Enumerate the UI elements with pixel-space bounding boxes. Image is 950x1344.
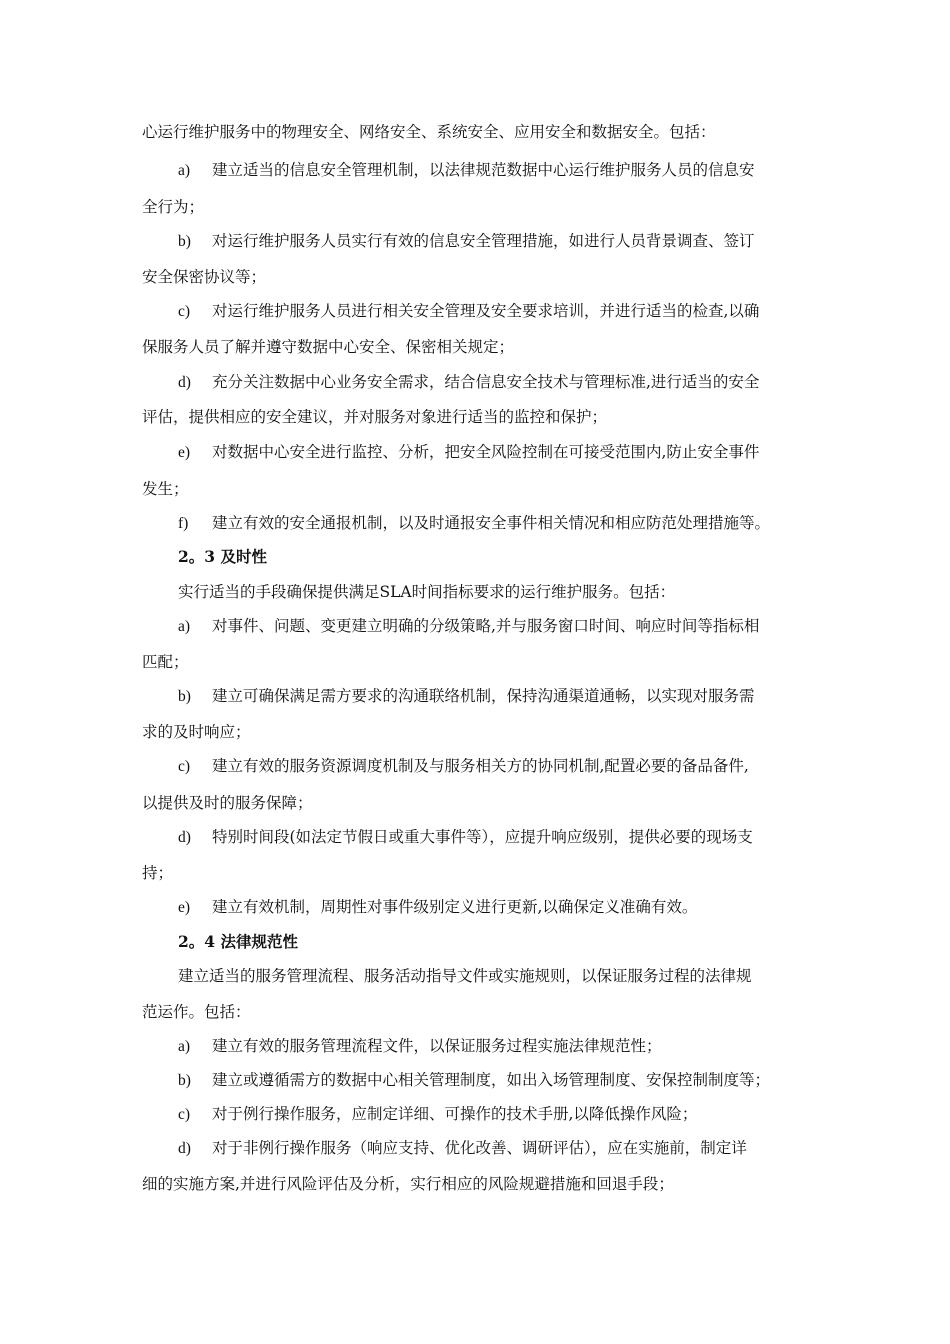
list-item-continuation: 保服务人员了解并遵守数据中心安全、保密相关规定； — [142, 338, 515, 356]
list-item-continuation: 发生； — [142, 480, 189, 498]
list-marker: e) — [178, 899, 191, 916]
list-item-security-d — [178, 370, 810, 394]
list-item-text: 充分关注数据中心业务安全需求，结合信息安全技术与管理标准,进行适当的安全 — [212, 373, 760, 391]
list-item-text: 特别时间段(如法定节假日或重大事件等），应提升响应级别，提供必要的现场支 — [212, 828, 753, 846]
list-marker: b) — [178, 233, 191, 250]
list-item-security-e — [178, 440, 810, 464]
list-item-security-f — [178, 511, 810, 535]
list-marker: e) — [178, 444, 191, 461]
section-intro: 建立适当的服务管理流程、服务活动指导文件或实施规则，以保证服务过程的法律规 — [178, 967, 752, 985]
list-marker: a) — [178, 618, 191, 635]
list-item-timeliness-e — [178, 895, 810, 919]
list-item-text: 建立适当的信息安全管理机制，以法律规范数据中心运行维护服务人员的信息安 — [212, 161, 755, 179]
list-item-continuation: 安全保密协议等； — [142, 268, 267, 286]
list-marker: d) — [178, 829, 191, 846]
list-marker: d) — [178, 374, 191, 391]
list-item-security-a — [178, 158, 810, 182]
list-item-text: 对事件、问题、变更建立明确的分级策略,并与服务窗口时间、响应时间等指标相 — [212, 617, 760, 635]
section-intro: 实行适当的手段确保提供满足SLA时间指标要求的运行维护服务。包括： — [178, 583, 676, 601]
list-item-continuation: 评估，提供相应的安全建议，并对服务对象进行适当的监控和保护； — [142, 408, 608, 426]
list-item-text: 建立有效的服务管理流程文件，以保证服务过程实施法律规范性； — [212, 1037, 662, 1055]
list-marker: a) — [178, 1038, 191, 1055]
security-intro-continuation: 心运行维护服务中的物理安全、网络安全、系统安全、应用安全和数据安全。包括： — [142, 123, 716, 141]
list-marker: a) — [178, 162, 191, 179]
list-item-legal-a — [178, 1034, 810, 1058]
list-item-text: 对于例行操作服务，应制定详细、可操作的技术手册,以降低操作风险； — [212, 1105, 698, 1123]
list-item-text: 建立或遵循需方的数据中心相关管理制度，如出入场管理制度、安保控制制度等； — [212, 1071, 771, 1089]
list-marker: b) — [178, 688, 191, 705]
list-item-text: 建立可确保满足需方要求的沟通联络机制，保持沟通渠道通畅，以实现对服务需 — [212, 687, 755, 705]
list-item-text: 建立有效机制，周期性对事件级别定义进行更新,以确保定义准确有效。 — [212, 898, 698, 916]
list-item-legal-c — [178, 1102, 810, 1126]
section-intro-continuation: 范运作。包括： — [142, 1003, 251, 1021]
list-item-continuation: 匹配； — [142, 653, 189, 671]
list-item-text: 对于非例行操作服务（响应支持、优化改善、调研评估），应在实施前，制定详 — [212, 1139, 747, 1157]
list-item-timeliness-a — [178, 614, 810, 638]
list-item-text: 对运行维护服务人员进行相关安全管理及安全要求培训，并进行适当的检查,以确 — [212, 302, 760, 320]
section-heading-legal-compliance: 2。4 法律规范性 — [178, 932, 298, 951]
list-item-continuation: 持； — [142, 864, 174, 882]
list-item-continuation: 求的及时响应； — [142, 723, 251, 741]
list-marker: c) — [178, 758, 191, 775]
list-marker: b) — [178, 1072, 191, 1089]
list-marker: c) — [178, 303, 191, 320]
list-item-timeliness-d — [178, 825, 810, 849]
list-item-legal-b — [178, 1068, 810, 1092]
list-item-legal-d — [178, 1136, 810, 1160]
list-marker: d) — [178, 1140, 191, 1157]
list-item-security-c — [178, 299, 810, 323]
list-item-continuation: 以提供及时的服务保障； — [142, 794, 313, 812]
list-marker: c) — [178, 1106, 191, 1123]
list-item-text: 建立有效的服务资源调度机制及与服务相关方的协同机制,配置必要的备品备件, — [212, 757, 749, 775]
list-item-text: 对数据中心安全进行监控、分析，把安全风险控制在可接受范围内,防止安全事件 — [212, 443, 760, 461]
list-item-text: 对运行维护服务人员实行有效的信息安全管理措施，如进行人员背景调查、签订 — [212, 232, 755, 250]
list-marker: f) — [178, 515, 189, 532]
list-item-continuation: 细的实施方案,并进行风险评估及分析，实行相应的风险规避措施和回退手段； — [142, 1175, 674, 1193]
list-item-text: 建立有效的安全通报机制，以及时通报安全事件相关情况和相应防范处理措施等。 — [212, 514, 771, 532]
list-item-timeliness-b — [178, 684, 810, 708]
list-item-timeliness-c — [178, 754, 810, 778]
list-item-security-b — [178, 229, 810, 253]
section-heading-timeliness: 2。3 及时性 — [178, 547, 267, 566]
list-item-continuation: 全行为； — [142, 198, 205, 216]
